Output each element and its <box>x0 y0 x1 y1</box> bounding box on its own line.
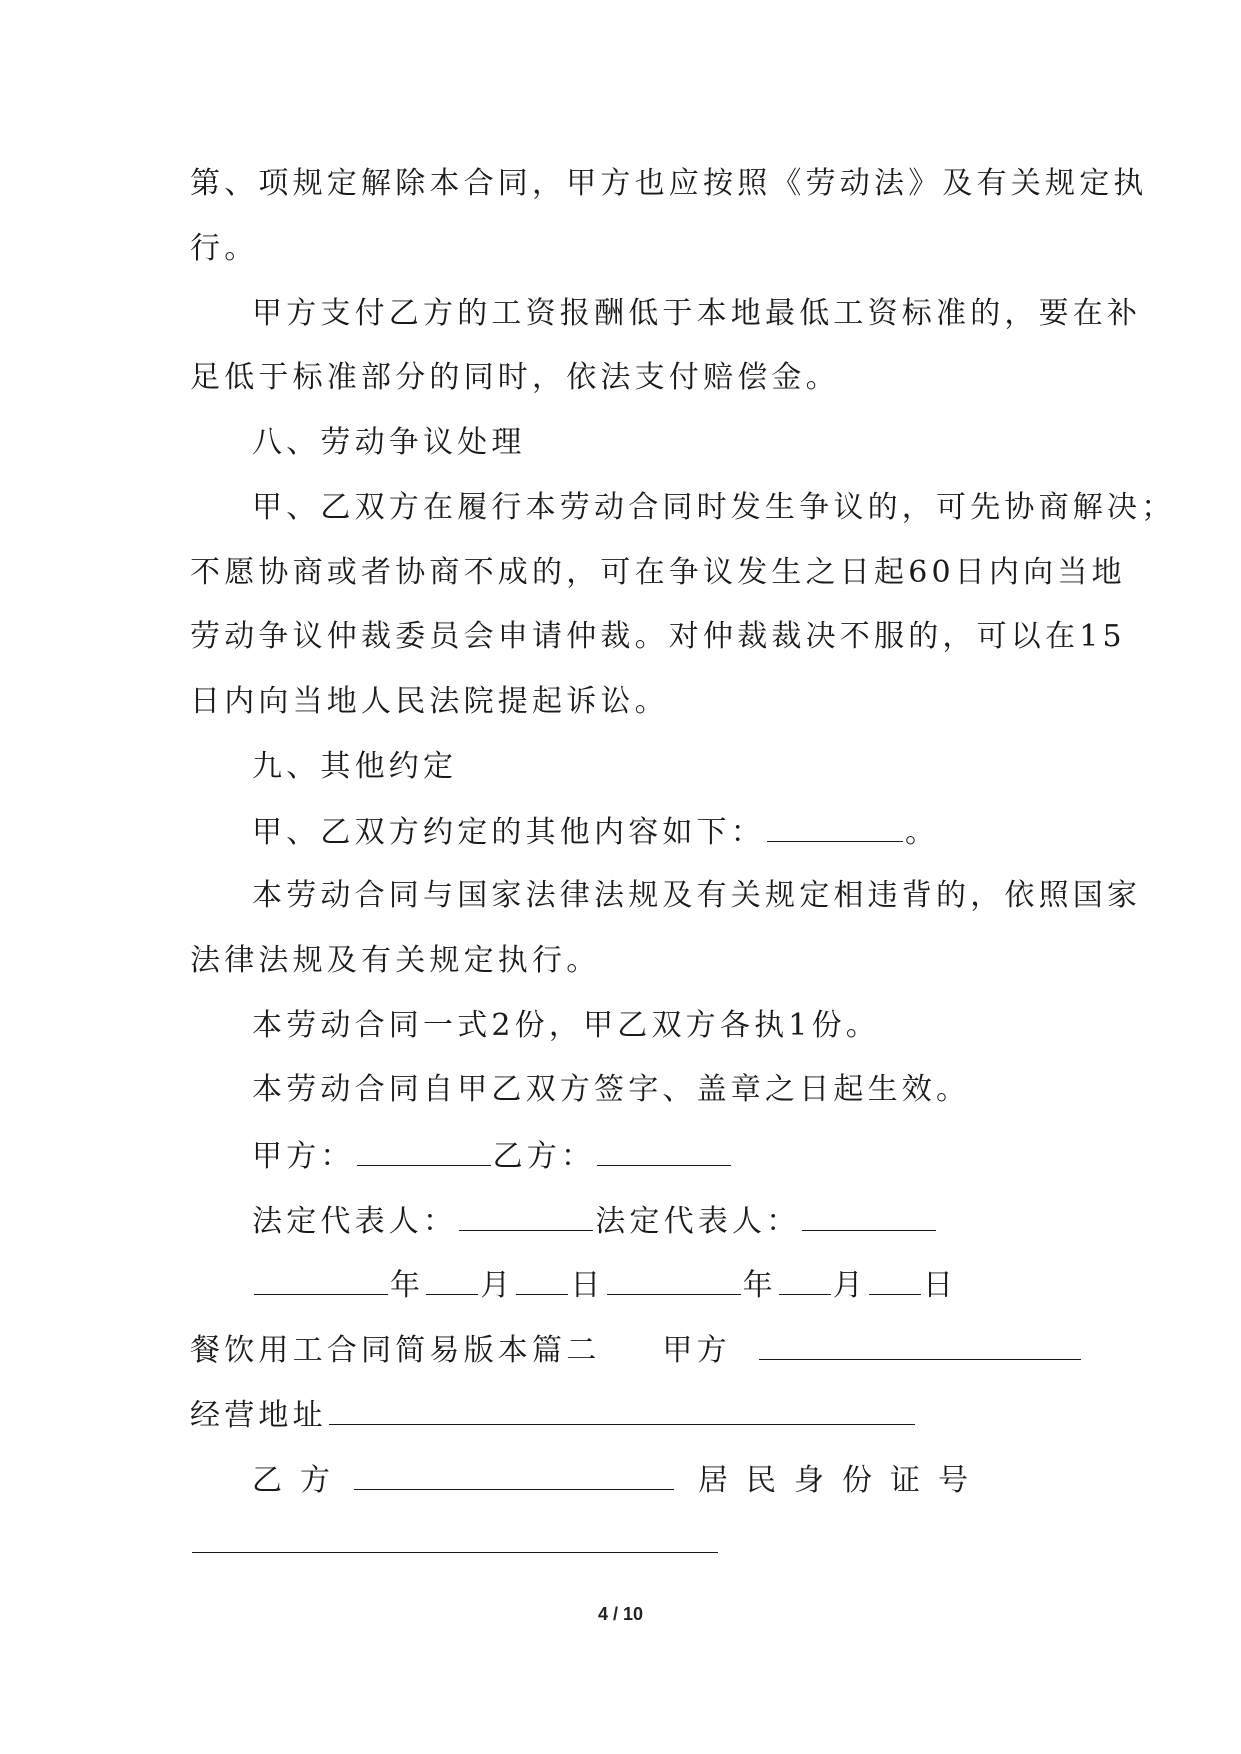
date-b-year-blank <box>607 1264 741 1295</box>
section-heading-8: 八、劳动争议处理 <box>252 425 526 460</box>
text-line-4: 足低于标准部分的同时，依法支付赔偿金。 <box>190 360 840 395</box>
party-a-sign-label: 甲方： <box>252 1139 355 1174</box>
date-a-month-blank <box>426 1264 478 1295</box>
text-line-8: 劳动争议仲裁委员会申请仲裁。对仲裁裁决不服的，可以在15 <box>190 619 1126 654</box>
party-b-line <box>252 1459 1050 1499</box>
id-number-line <box>190 1522 1050 1562</box>
other-terms-blank <box>767 811 903 842</box>
party-b-rep-label: 法定代表人： <box>595 1204 801 1239</box>
signature-line <box>252 1135 1050 1175</box>
date-b-month-blank <box>779 1264 831 1295</box>
section-heading-9: 九、其他约定 <box>252 749 458 784</box>
party-a-rep-blank <box>459 1200 593 1231</box>
id-number-blank <box>192 1522 718 1553</box>
representative-line <box>252 1200 1050 1240</box>
party-b-blank <box>354 1459 674 1490</box>
section-two-party-a-blank <box>759 1329 1081 1360</box>
other-terms-label: 甲、乙双方约定的其他内容如下： <box>252 815 765 850</box>
section-two-party-a-label: 甲方 <box>662 1333 731 1368</box>
address-line <box>190 1394 1050 1434</box>
date-a-month-label: 月 <box>480 1268 515 1303</box>
text-line-9: 日内向当地人民法院提起诉讼。 <box>190 684 669 719</box>
date-a-day-blank <box>516 1264 568 1295</box>
text-line-1: 第、项规定解除本合同，甲方也应按照《劳动法》及有关规定执 <box>190 166 1148 201</box>
address-label: 经营地址 <box>190 1398 327 1433</box>
date-b-day-blank <box>869 1264 921 1295</box>
section-two-title: 餐饮用工合同简易版本篇二 <box>190 1333 601 1368</box>
party-a-sign-blank <box>357 1135 491 1166</box>
text-line-14: 本劳动合同一式2份，甲乙双方各执1份。 <box>252 1008 880 1043</box>
section-two-title-line <box>190 1329 1050 1369</box>
party-b-label: 乙方 <box>252 1463 348 1498</box>
date-a-year-blank <box>254 1264 388 1295</box>
text-line-12: 本劳动合同与国家法律法规及有关规定相违背的，依照国家 <box>252 878 1142 913</box>
text-line-2: 行。 <box>190 231 259 266</box>
party-b-sign-blank <box>597 1135 731 1166</box>
address-blank <box>329 1394 915 1425</box>
other-terms-end: 。 <box>905 815 940 850</box>
party-a-rep-label: 法定代表人： <box>252 1204 458 1239</box>
date-b-month-label: 月 <box>832 1268 868 1303</box>
date-line <box>252 1264 1050 1304</box>
other-terms-line <box>252 811 1050 851</box>
text-line-15: 本劳动合同自甲乙双方签字、盖章之日起生效。 <box>252 1072 971 1107</box>
party-b-sign-label: 乙方： <box>492 1139 596 1174</box>
text-line-6: 甲、乙双方在履行本劳动合同时发生争议的，可先协商解决； <box>252 490 1176 525</box>
page-indicator: 4 / 10 <box>597 1604 644 1624</box>
text-line-3: 甲方支付乙方的工资报酬低于本地最低工资标准的，要在补 <box>252 296 1142 331</box>
date-a-day-label: 日 <box>570 1268 605 1303</box>
date-a-year-label: 年 <box>390 1268 425 1303</box>
date-b-day-label: 日 <box>923 1268 958 1303</box>
text-line-7: 不愿协商或者协商不成的，可在争议发生之日起60日内向当地 <box>190 555 1126 590</box>
party-b-rep-blank <box>802 1200 936 1231</box>
id-number-label: 居民身份证号 <box>698 1463 986 1498</box>
text-line-13: 法律法规及有关规定执行。 <box>190 943 601 978</box>
date-b-year-label: 年 <box>742 1268 777 1303</box>
